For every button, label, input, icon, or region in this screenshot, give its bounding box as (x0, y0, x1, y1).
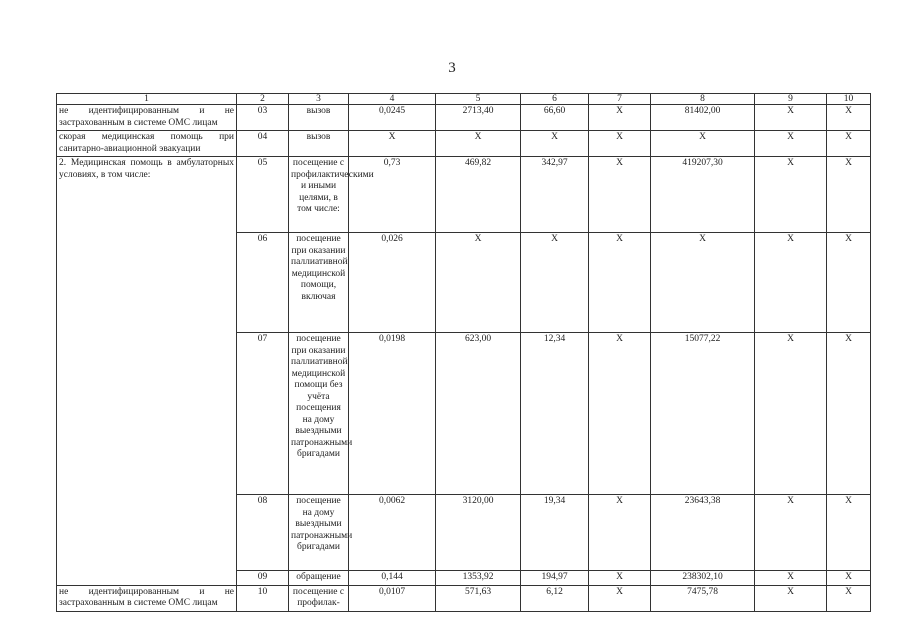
value-cell: X (589, 157, 651, 233)
header-cell: 4 (349, 94, 436, 105)
value-cell: 238302,10 (651, 571, 755, 586)
value-cell: 0,0062 (349, 495, 436, 571)
value-cell: 15077,22 (651, 333, 755, 495)
value-cell: X (436, 233, 521, 333)
row-label-cell: 2. Медицинская помощь в амбулаторных условиях, в том числе: (57, 157, 237, 586)
value-cell: X (755, 131, 827, 157)
value-cell: 623,00 (436, 333, 521, 495)
value-cell: X (651, 233, 755, 333)
value-cell: 342,97 (521, 157, 589, 233)
unit-cell: посещение на дому выездными патронажными бригадами (289, 495, 349, 571)
row-code-cell: 04 (237, 131, 289, 157)
header-cell: 10 (827, 94, 871, 105)
value-cell: 7475,78 (651, 585, 755, 611)
unit-cell: посещение с профилак- (289, 585, 349, 611)
unit-cell: посещение с профилактическими и иными целями, в том числе: (289, 157, 349, 233)
value-cell: 419207,30 (651, 157, 755, 233)
value-cell: 194,97 (521, 571, 589, 586)
value-cell: X (755, 233, 827, 333)
row-code-cell: 05 (237, 157, 289, 233)
unit-cell: посещение при оказании паллиативной медицинской помощи без учёта посещения на дому выездными патронажными бригадами (289, 333, 349, 495)
value-cell: X (521, 233, 589, 333)
value-cell: X (755, 105, 827, 131)
value-cell: X (589, 333, 651, 495)
row-code-cell: 07 (237, 333, 289, 495)
table-header-row (57, 94, 871, 105)
row-label-cell: скорая медицинская помощь при санитарно-авиационной эвакуации (57, 131, 237, 157)
value-cell: 3120,00 (436, 495, 521, 571)
value-cell: X (589, 585, 651, 611)
value-cell: X (755, 157, 827, 233)
value-cell: X (827, 585, 871, 611)
value-cell: X (589, 131, 651, 157)
page-number: 3 (448, 60, 456, 76)
value-cell: X (589, 105, 651, 131)
value-cell: 571,63 (436, 585, 521, 611)
value-cell: X (755, 495, 827, 571)
row-code-cell: 06 (237, 233, 289, 333)
value-cell: X (755, 585, 827, 611)
value-cell: X (589, 233, 651, 333)
row-label-cell: не идентифицированным и не застрахованным в системе ОМС лицам (57, 585, 237, 611)
value-cell: X (755, 571, 827, 586)
value-cell: X (436, 131, 521, 157)
header-cell: 3 (289, 94, 349, 105)
value-cell: 2713,40 (436, 105, 521, 131)
header-cell: 5 (436, 94, 521, 105)
value-cell: 66,60 (521, 105, 589, 131)
value-cell: X (827, 233, 871, 333)
value-cell: X (827, 571, 871, 586)
header-cell: 1 (57, 94, 237, 105)
row-code-cell: 08 (237, 495, 289, 571)
tariff-table (56, 93, 871, 612)
value-cell: 19,34 (521, 495, 589, 571)
value-cell: 0,73 (349, 157, 436, 233)
unit-cell: вызов (289, 105, 349, 131)
row-code-cell: 09 (237, 571, 289, 586)
header-cell: 8 (651, 94, 755, 105)
value-cell: 81402,00 (651, 105, 755, 131)
row-code-cell: 03 (237, 105, 289, 131)
value-cell: 6,12 (521, 585, 589, 611)
table-row (57, 131, 871, 157)
value-cell: X (827, 105, 871, 131)
value-cell: 0,144 (349, 571, 436, 586)
table-row (57, 105, 871, 131)
table-row (57, 585, 871, 611)
value-cell: X (827, 333, 871, 495)
unit-cell: обращение (289, 571, 349, 586)
row-code-cell: 10 (237, 585, 289, 611)
value-cell: 23643,38 (651, 495, 755, 571)
value-cell: X (651, 131, 755, 157)
unit-cell: посещение при оказании паллиативной медицинской помощи, включая (289, 233, 349, 333)
header-cell: 7 (589, 94, 651, 105)
value-cell: X (827, 495, 871, 571)
header-cell: 9 (755, 94, 827, 105)
value-cell: X (827, 157, 871, 233)
unit-cell: вызов (289, 131, 349, 157)
value-cell: 1353,92 (436, 571, 521, 586)
row-label-cell: не идентифицированным и не застрахованным в системе ОМС лицам (57, 105, 237, 131)
header-cell: 2 (237, 94, 289, 105)
value-cell: 0,026 (349, 233, 436, 333)
value-cell: X (755, 333, 827, 495)
value-cell: 12,34 (521, 333, 589, 495)
value-cell: 469,82 (436, 157, 521, 233)
value-cell: X (521, 131, 589, 157)
value-cell: 0,0245 (349, 105, 436, 131)
value-cell: X (827, 131, 871, 157)
value-cell: X (349, 131, 436, 157)
header-cell: 6 (521, 94, 589, 105)
table-row (57, 157, 871, 233)
value-cell: 0,0107 (349, 585, 436, 611)
value-cell: X (589, 495, 651, 571)
value-cell: X (589, 571, 651, 586)
value-cell: 0,0198 (349, 333, 436, 495)
